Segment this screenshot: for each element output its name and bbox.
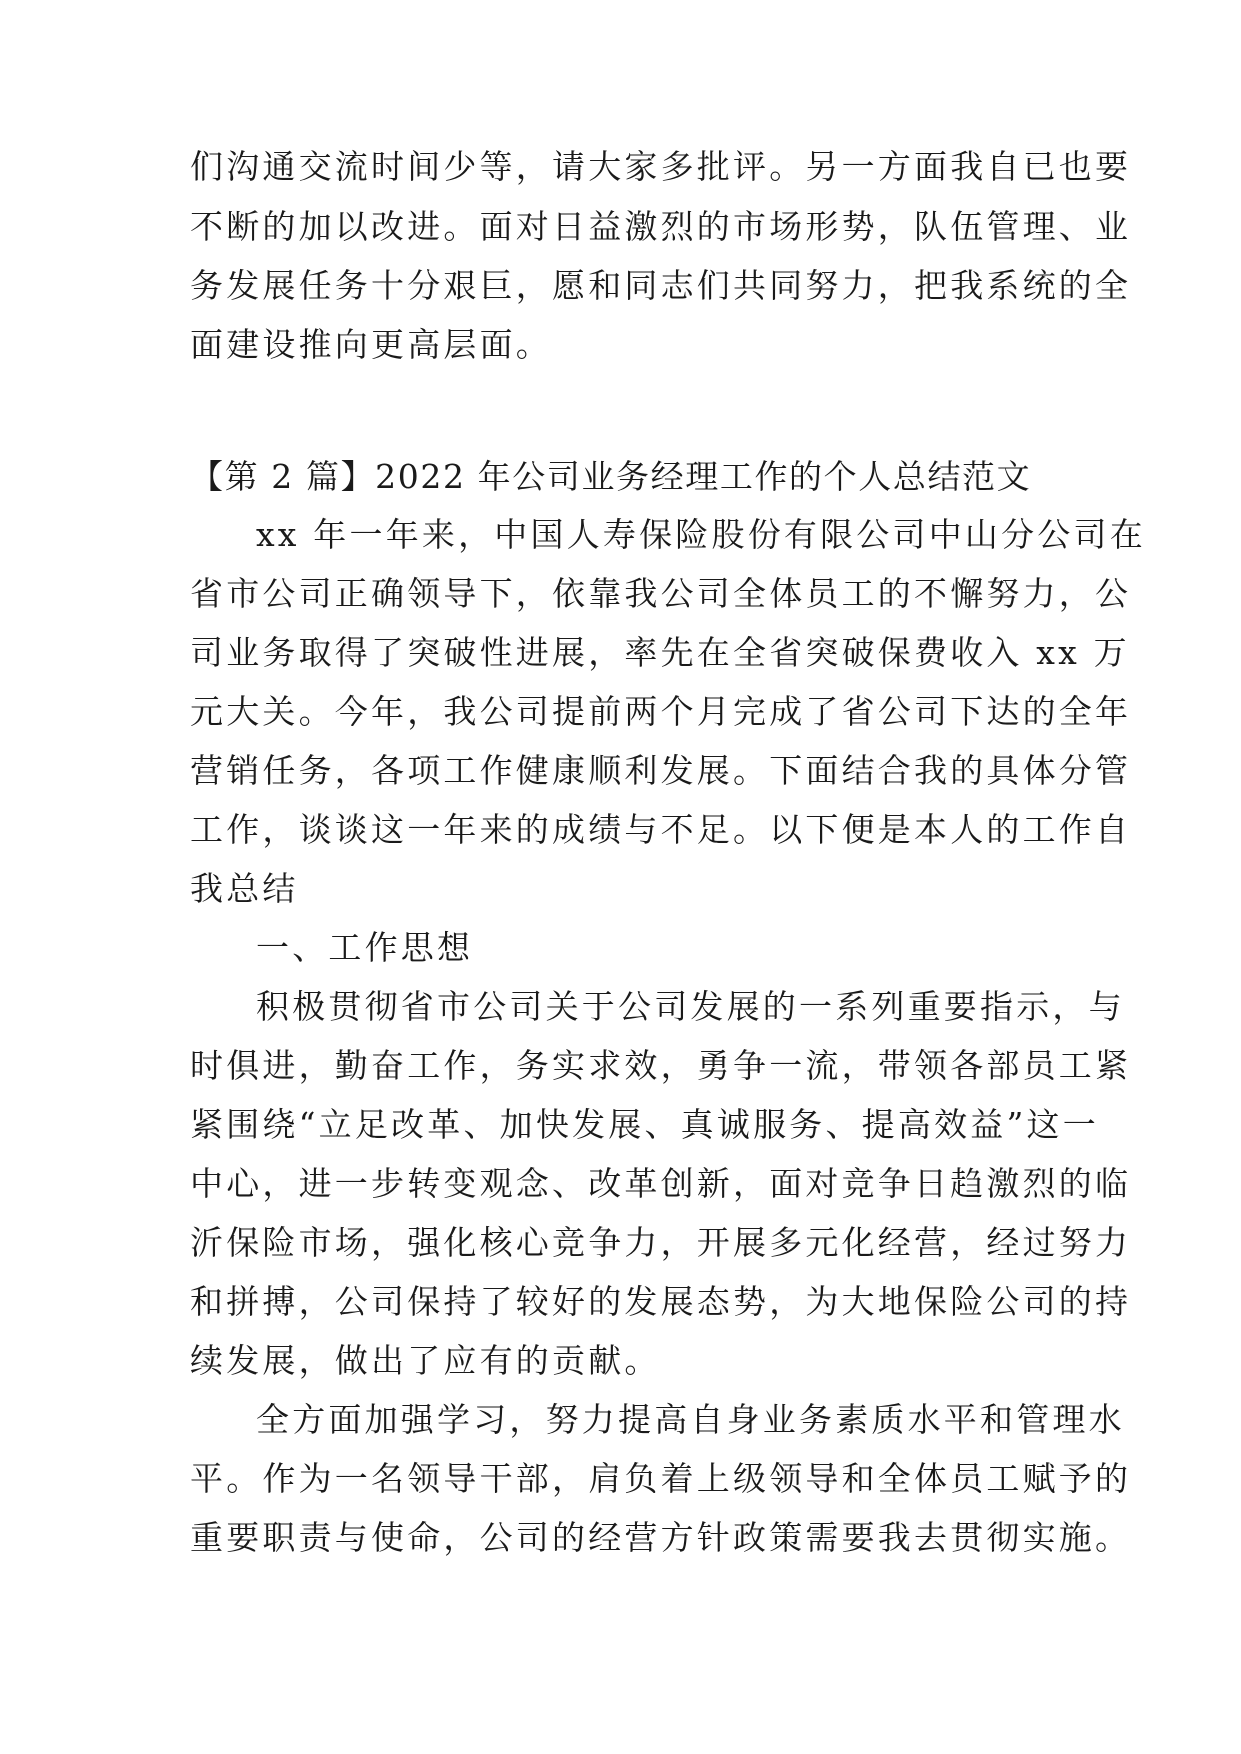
paragraph-line: 全方面加强学习，努力提高自身业务素质水平和管理水 xyxy=(256,1400,1125,1439)
article-title: 【第 2 篇】2022 年公司业务经理工作的个人总结范文 xyxy=(190,457,1032,496)
paragraph-line: 积极贯彻省市公司关于公司发展的一系列重要指示，与 xyxy=(256,987,1125,1026)
paragraph-line: 省市公司正确领导下，依靠我公司全体员工的不懈努力，公 xyxy=(190,574,1132,613)
paragraph-line: 元大关。今年，我公司提前两个月完成了省公司下达的全年 xyxy=(190,692,1132,731)
intro-line: 面建设推向更高层面。 xyxy=(190,325,552,364)
paragraph-line: 紧围绕“立足改革、加快发展、真诚服务、提高效益”这一 xyxy=(190,1105,1099,1144)
paragraph-line: 工作，谈谈这一年来的成绩与不足。以下便是本人的工作自 xyxy=(190,810,1132,849)
paragraph-line: 营销任务，各项工作健康顺利发展。下面结合我的具体分管 xyxy=(190,751,1132,790)
paragraph-line: 重要职责与使命，公司的经营方针政策需要我去贯彻实施。 xyxy=(190,1518,1132,1557)
intro-line: 不断的加以改进。面对日益激烈的市场形势，队伍管理、业 xyxy=(190,207,1132,246)
paragraph-line: 中心，进一步转变观念、改革创新，面对竞争日趋激烈的临 xyxy=(190,1164,1132,1203)
paragraph-line: 续发展，做出了应有的贡献。 xyxy=(190,1341,661,1380)
paragraph-line: 司业务取得了突破性进展，率先在全省突破保费收入 xx 万 xyxy=(190,633,1130,672)
paragraph-line: 沂保险市场，强化核心竞争力，开展多元化经营，经过努力 xyxy=(190,1223,1132,1262)
paragraph-line: 和拼搏，公司保持了较好的发展态势，为大地保险公司的持 xyxy=(190,1282,1132,1321)
paragraph-line: 平。作为一名领导干部，肩负着上级领导和全体员工赋予的 xyxy=(190,1459,1132,1498)
paragraph-line: xx 年一年来，中国人寿保险股份有限公司中山分公司在 xyxy=(256,515,1146,554)
intro-line: 务发展任务十分艰巨，愿和同志们共同努力，把我系统的全 xyxy=(190,266,1132,305)
paragraph-line: 时俱进，勤奋工作，务实求效，勇争一流，带领各部员工紧 xyxy=(190,1046,1132,1085)
section-heading: 一、工作思想 xyxy=(256,928,474,967)
intro-line: 们沟通交流时间少等，请大家多批评。另一方面我自已也要 xyxy=(190,147,1132,186)
paragraph-line: 我总结 xyxy=(190,869,299,908)
